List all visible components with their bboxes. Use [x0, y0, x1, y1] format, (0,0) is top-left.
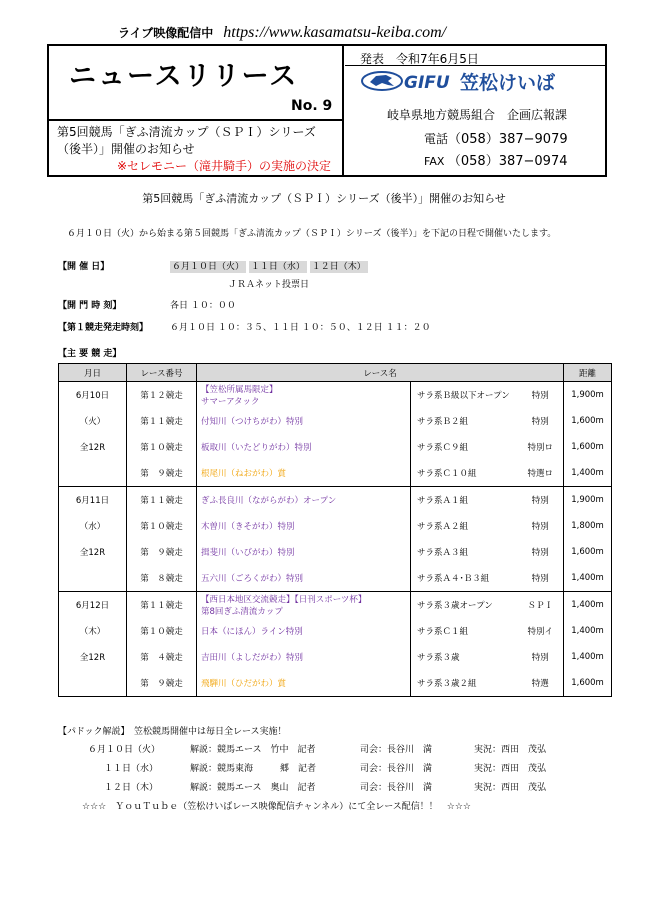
race-day-cell: （水） [59, 513, 127, 539]
race-name-text: 第8回ぎふ清流カップ [201, 607, 283, 617]
race-distance: 1,600m [564, 670, 612, 697]
race-distance: 1,400m [564, 565, 612, 592]
paddock-live: 実況：西田 茂弘 [474, 783, 547, 793]
race-distance: 1,400m [564, 618, 612, 644]
race-number: 第１２競走 [127, 382, 197, 409]
intro-text: ６月１０日（火）から始まる第５回競馬「ぎふ清流カップ（ＳＰＩ）シリーズ（後半）」を下記の日程で開催いたします。 [67, 229, 557, 239]
race-type: 特別 [531, 417, 549, 427]
race-class: サラ系Ｂ級以下オープン [411, 382, 518, 409]
table-row [59, 565, 612, 592]
race-day-cell [59, 565, 127, 592]
header-race-name: レース名 [197, 364, 564, 382]
race-number: 第 ４競走 [127, 644, 197, 670]
organization: 岐阜県地方競馬組合 企画広報課 [387, 108, 568, 122]
dates-label: 【開 催 日】 [58, 262, 110, 272]
race-class: サラ系Ｂ２組 [417, 417, 469, 427]
race-number: 第 ９競走 [127, 670, 197, 697]
live-label: ライブ映像配信中 [118, 26, 214, 40]
ceremony-note: ※セレモニー（滝井騎手）の実施の決定 [117, 159, 332, 173]
fax [424, 150, 568, 169]
race-distance: 1,600m [564, 539, 612, 565]
race-name: 木曽川（きそがわ）特別 [197, 513, 411, 539]
race-day-cell: 6月10日 [59, 382, 127, 409]
tel-label: 電話 [424, 132, 449, 146]
race-number: 第１０競走 [127, 513, 197, 539]
table-row [59, 644, 612, 670]
race-distance: 1,400m [564, 460, 612, 487]
race-type: 特別 [531, 548, 549, 558]
open-label: 【開 門 時 刻】 [58, 301, 122, 311]
race-name: 飛騨川（ひだがわ）賞 [197, 670, 411, 697]
race-name: 吉田川（よしだがわ）特別 [197, 644, 411, 670]
race-class: サラ系Ｃ９組 [417, 443, 469, 453]
jra-note: ＪＲＡネット投票日 [228, 280, 310, 290]
table-header [59, 364, 612, 382]
paddock-mc: 司会：長谷川 満 [360, 745, 433, 755]
race-number: 第１１競走 [127, 592, 197, 619]
paddock-commentator: 解説：競馬エース 竹中 記者 [190, 745, 316, 755]
race-distance: 1,400m [564, 592, 612, 619]
race-tag: 【西日本地区交流競走】【日刊スポーツ杯】 [201, 595, 367, 605]
race-name: 板取川（いたどりがわ）特別 [197, 434, 411, 460]
paddock-date: １２日（木） [104, 783, 159, 793]
date-chip: １２日（木） [311, 262, 366, 272]
youtube-note: ☆☆☆ ＹｏｕＴｕｂｅ（笠松けいばレース映像配信チャンネル）にて全レース配信！！ ☆☆☆ [82, 802, 471, 812]
race-number: 第１０競走 [127, 618, 197, 644]
race-class: サラ系３歳 [417, 653, 460, 663]
kasamatsu-logo [360, 67, 592, 95]
issue-date: 発表 令和7年6月5日 [360, 52, 479, 66]
race-type: 特別 [531, 522, 549, 532]
logo-text: 笠松けいば [460, 72, 556, 94]
race-class: サラ系Ａ３組 [417, 548, 469, 558]
page-title: ニュースリリース [69, 61, 299, 92]
table-row [59, 618, 612, 644]
live-url-link[interactable]: https://www.kasamatsu-keiba.com/ [223, 24, 447, 41]
race-name: 五六川（ごろくがわ）特別 [197, 565, 411, 592]
race-class: サラ系Ｃ１０組 [411, 460, 518, 487]
paddock-date: １１日（水） [104, 764, 159, 774]
race-name: 日本（にほん）ライン特別 [197, 618, 411, 644]
race-day-cell: （木） [59, 618, 127, 644]
paddock-mc: 司会：長谷川 満 [360, 783, 433, 793]
race-distance: 1,900m [564, 487, 612, 514]
race-type: 特選ロ [518, 460, 564, 487]
race-type: 特選 [518, 670, 564, 697]
open-time: 各日 １０：００ [170, 301, 236, 311]
race-name [197, 382, 411, 409]
race-type: 特別 [531, 653, 549, 663]
header-race-no: レース番号 [127, 364, 197, 382]
race-number: 第１０競走 [127, 434, 197, 460]
race-day-cell [59, 460, 127, 487]
header-date: 月日 [59, 364, 127, 382]
table-row [59, 487, 612, 514]
race-day-cell: 全12R [59, 434, 127, 460]
race-class: サラ系３歳２組 [411, 670, 518, 697]
table-row [59, 592, 612, 619]
race-number: 第１１競走 [127, 408, 197, 434]
paddock-commentator: 解説：競馬エース 奥山 記者 [190, 783, 316, 793]
fax-label: FAX [424, 155, 445, 168]
race-tag: 【笠松所属馬限定】 [201, 385, 278, 395]
race-class: サラ系Ｃ１組 [417, 627, 469, 637]
first-race-times: ６月１０日 １０：３５、１１日 １０：５０、１２日 １１：２０ [170, 323, 431, 333]
race-class: サラ系Ａ１組 [411, 487, 518, 514]
dates-row [170, 259, 368, 272]
paddock-mc: 司会：長谷川 満 [360, 764, 433, 774]
race-table [58, 363, 612, 697]
header-distance: 距離 [564, 364, 612, 382]
paddock-live: 実況：西田 茂弘 [474, 745, 547, 755]
divider [345, 65, 605, 66]
race-class: サラ系３歳オープン [411, 592, 518, 619]
race-class: サラ系Ａ４･Ｂ３組 [411, 565, 518, 592]
subtitle [57, 124, 331, 175]
race-type: 特別 [518, 382, 564, 409]
race-day-cell: 6月12日 [59, 592, 127, 619]
race-type: ＳＰＩ [518, 592, 564, 619]
subtitle-line1: 第5回競馬「ぎふ清流カップ（ＳＰＩ）シリーズ [57, 125, 316, 139]
race-name: ぎふ長良川（ながらがわ）オープン [197, 487, 411, 514]
horse-icon [370, 75, 394, 86]
table-row [59, 382, 612, 409]
table-row [59, 670, 612, 697]
logo-gifu: GIFU [404, 73, 450, 93]
race-type: 特別イ [527, 627, 554, 637]
first-race-label: 【第１競走発走時刻】 [58, 323, 149, 333]
paddock-heading: 【パドック解説】 笠松競馬開催中は毎日全レース実施！ [58, 727, 287, 737]
table-row [59, 539, 612, 565]
race-distance: 1,600m [564, 408, 612, 434]
table-row [59, 513, 612, 539]
race-day-cell: 全12R [59, 644, 127, 670]
tel [424, 128, 568, 147]
race-distance: 1,800m [564, 513, 612, 539]
race-day-cell: 全12R [59, 539, 127, 565]
race-day-cell: 6月11日 [59, 487, 127, 514]
race-type: 特別ロ [527, 443, 554, 453]
race-distance: 1,900m [564, 382, 612, 409]
main-races-label: 【主 要 競 走】 [58, 349, 122, 359]
release-number: No. 9 [291, 98, 333, 114]
race-day-cell [59, 670, 127, 697]
race-name-text: サマーアタック [201, 397, 260, 407]
paddock-live: 実況：西田 茂弘 [474, 764, 547, 774]
race-name: 根尾川（ねおがわ）賞 [197, 460, 411, 487]
race-type: 特別 [518, 487, 564, 514]
race-type: 特別 [518, 565, 564, 592]
divider [47, 119, 342, 121]
live-banner [118, 24, 446, 42]
date-chip: ６月１０日（火） [172, 262, 245, 272]
paddock-commentator: 解説：競馬東海 郷 記者 [190, 764, 317, 774]
race-number: 第 ８競走 [127, 565, 197, 592]
race-distance: 1,400m [564, 644, 612, 670]
fax-number: （058）387−0974 [447, 154, 568, 169]
race-name: 揖斐川（いびがわ）特別 [197, 539, 411, 565]
race-distance: 1,600m [564, 434, 612, 460]
header-left [47, 44, 344, 177]
race-day-cell: （火） [59, 408, 127, 434]
document-title: 第5回競馬「ぎふ清流カップ（ＳＰＩ）シリーズ（後半）」開催のお知らせ [142, 192, 506, 205]
table-row [59, 408, 612, 434]
tel-number: （058）387−9079 [448, 132, 568, 147]
table-row [59, 460, 612, 487]
subtitle-line2: （後半）」開催のお知らせ [57, 142, 195, 156]
race-number: 第 ９競走 [127, 539, 197, 565]
race-name [197, 592, 411, 619]
race-name: 付知川（つけちがわ）特別 [197, 408, 411, 434]
race-number: 第 ９競走 [127, 460, 197, 487]
table-row [59, 434, 612, 460]
race-class: サラ系Ａ２組 [417, 522, 469, 532]
paddock-date: ６月１０日（火） [88, 745, 161, 755]
race-number: 第１１競走 [127, 487, 197, 514]
date-chip: １１日（水） [250, 262, 305, 272]
